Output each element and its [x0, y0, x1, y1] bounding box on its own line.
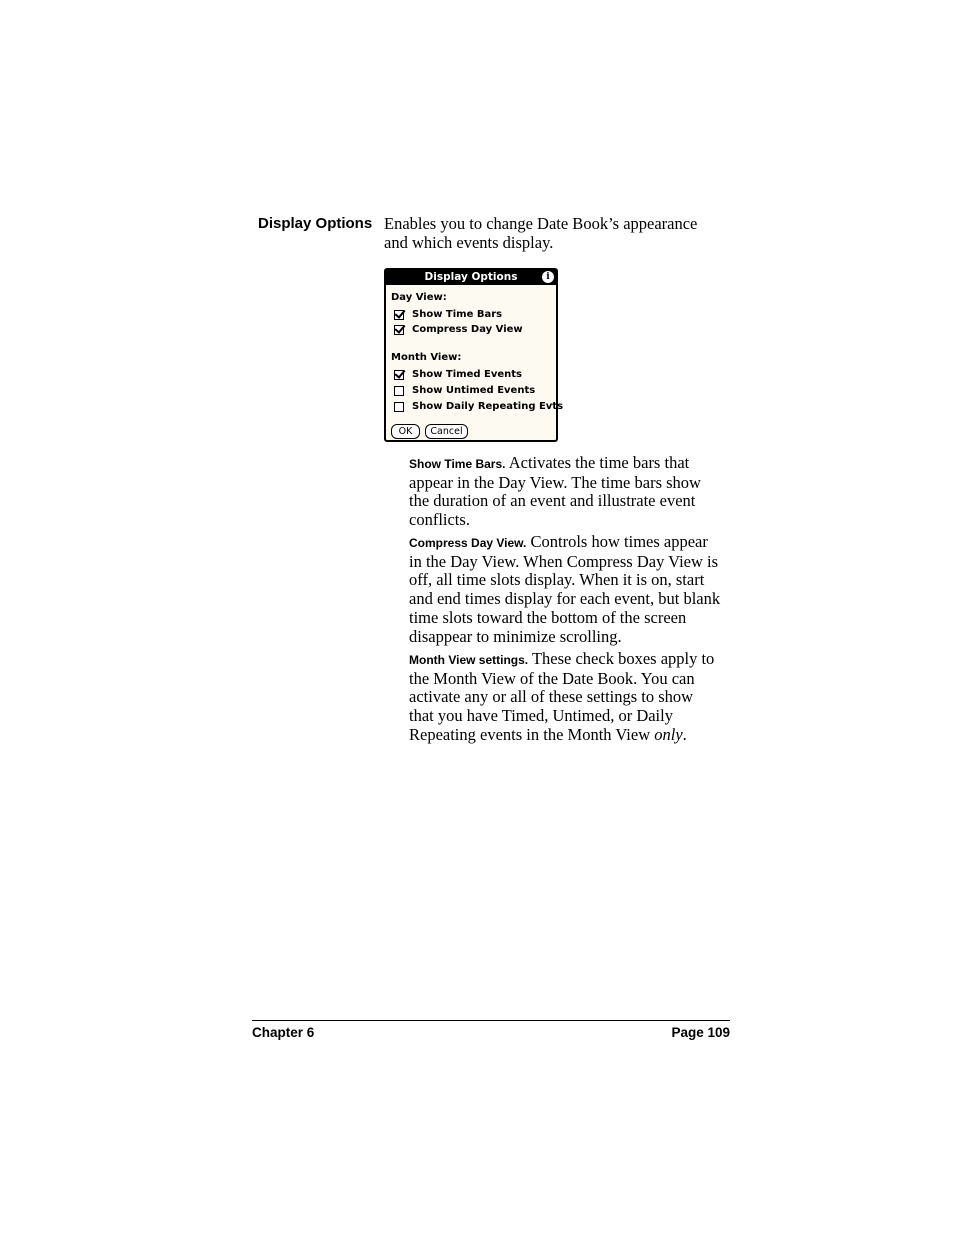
dialog-title-bar — [386, 270, 556, 285]
paragraph-month-view-settings — [409, 650, 721, 745]
paragraph-body: Controls how times appear in the Day View. When Compress Day View is off, all time slots display. When it is on, start and end times display for each event, but blank time slots toward the bottom of the screen disappear to minimize scrolling. — [409, 532, 721, 646]
compress-day-view-label: Compress Day View — [412, 324, 523, 335]
paragraph-lead: Month View settings. — [409, 653, 529, 667]
show-timed-events-option[interactable] — [394, 369, 522, 380]
show-daily-repeating-checkbox[interactable] — [394, 402, 404, 412]
show-daily-repeating-label: Show Daily Repeating Evts — [412, 401, 564, 412]
show-untimed-events-option[interactable] — [394, 385, 535, 396]
show-time-bars-label: Show Time Bars — [412, 309, 503, 320]
show-daily-repeating-option[interactable] — [394, 401, 563, 412]
footer-chapter: Chapter 6 — [252, 1025, 315, 1040]
paragraph-lead: Compress Day View. — [409, 536, 527, 550]
show-time-bars-option[interactable] — [394, 309, 502, 320]
paragraph-emphasis: only — [654, 724, 683, 744]
footer-page-number: Page 109 — [671, 1025, 730, 1040]
dialog-title: Display Options — [424, 271, 518, 283]
show-time-bars-checkbox[interactable] — [394, 310, 404, 320]
month-view-label: Month View: — [391, 352, 462, 363]
paragraph-compress-day-view — [409, 533, 721, 646]
compress-day-view-option[interactable] — [394, 324, 523, 335]
section-heading: Display Options — [258, 215, 373, 232]
footer-rule — [252, 1020, 730, 1021]
paragraph-lead: Show Time Bars. — [409, 457, 506, 471]
day-view-label: Day View: — [391, 292, 447, 303]
show-timed-events-checkbox[interactable] — [394, 370, 404, 380]
show-untimed-events-checkbox[interactable] — [394, 386, 404, 396]
display-options-dialog — [384, 268, 564, 442]
cancel-button[interactable]: Cancel — [425, 424, 468, 439]
intro-text: Enables you to change Date Book’s appearance and which events display. — [384, 214, 698, 252]
compress-day-view-checkbox[interactable] — [394, 325, 404, 335]
paragraph-body: These check boxes apply to the Month View of the Date Book. You can activate any or all of these settings to show that you have Timed, Untimed, or Daily Repeating events in the Month View — [409, 649, 715, 744]
paragraph-show-time-bars — [409, 454, 721, 530]
paragraph-tail: . — [682, 724, 687, 744]
ok-button[interactable]: OK — [391, 424, 420, 439]
show-untimed-events-label: Show Untimed Events — [412, 385, 536, 396]
info-icon[interactable]: i — [542, 271, 554, 283]
paragraph-body: Activates the time bars that appear in the Day View. The time bars show the duration of an event and illustrate event conflicts. — [409, 453, 701, 530]
show-timed-events-label: Show Timed Events — [412, 369, 522, 380]
